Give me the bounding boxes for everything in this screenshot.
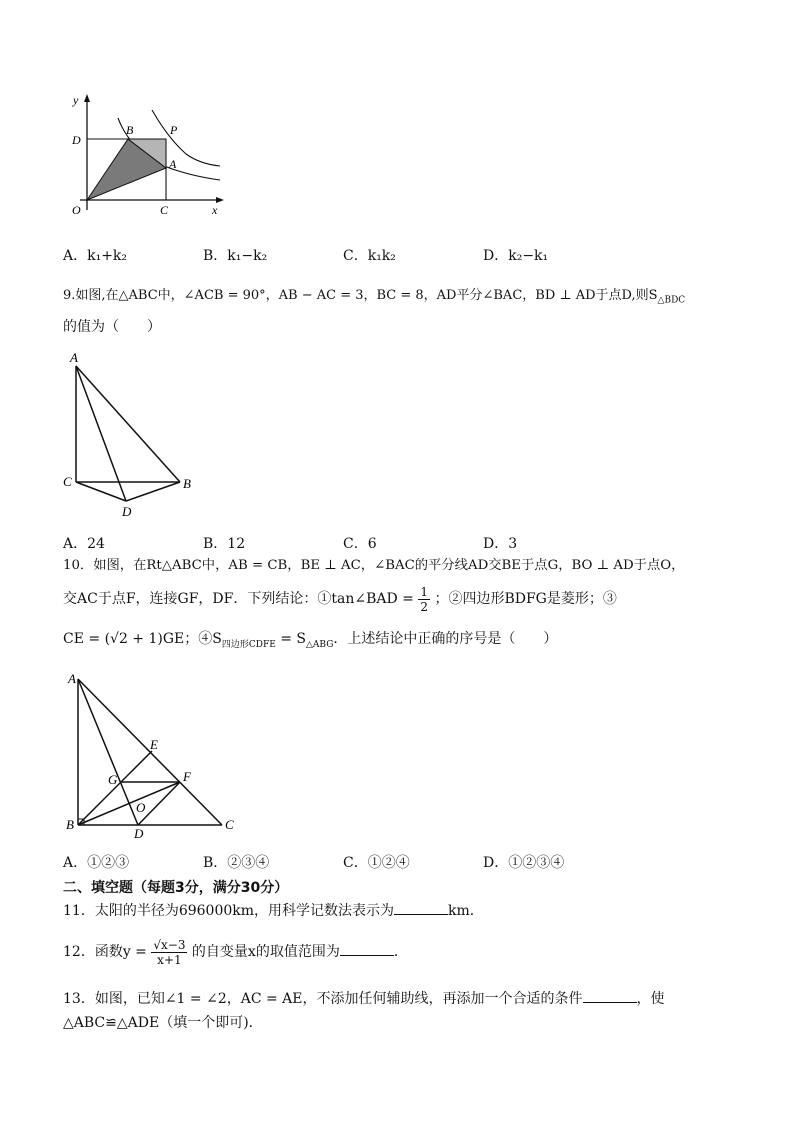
label-A: A: [70, 350, 78, 365]
label-E: E: [150, 737, 158, 752]
q9-option-d[interactable]: D．3: [483, 536, 518, 552]
q13-answer-blank[interactable]: [583, 990, 637, 1003]
label-D: D: [72, 133, 81, 147]
q12-answer-blank[interactable]: [340, 943, 394, 956]
label-y: y: [73, 93, 79, 107]
label-C: C: [160, 203, 169, 217]
label-O: O: [72, 203, 81, 217]
label-F: F: [183, 769, 191, 784]
q10-option-d[interactable]: D．①②③④: [483, 855, 565, 871]
label-B: B: [66, 817, 74, 832]
q10-option-c[interactable]: C．①②④: [343, 855, 410, 871]
q11-text: 11．太阳的半径为696000km，用科学记数法表示为: [63, 903, 395, 919]
q10-option-a[interactable]: A．①②③: [63, 855, 130, 871]
q10-line3-post: ．上述结论中正确的序号是（ ）: [333, 631, 558, 647]
q13-line1: [63, 990, 665, 1008]
label-B: B: [183, 476, 191, 491]
q12-numerator: √x−3: [153, 937, 186, 952]
segment-AD: [76, 366, 126, 501]
q9-option-c[interactable]: C．6: [343, 536, 377, 552]
figure-q8: [60, 90, 230, 220]
label-C: C: [63, 474, 72, 489]
q10-line2-post: ；②四边形BDFG是菱形；③: [434, 591, 617, 607]
q10-option-b[interactable]: B．②③④: [203, 855, 270, 871]
q10-frac-den: 2: [420, 599, 428, 614]
figure-q10: [60, 665, 250, 840]
q13-line2: △ABC≌△ADE（填一个即可)．: [63, 1015, 263, 1031]
label-P: P: [170, 123, 178, 137]
section-title-fill-in: 二、填空题（每题3分，满分30分）: [63, 880, 289, 896]
q12-text-post: 的自变量x的取值范围为: [191, 944, 340, 960]
q9-option-b[interactable]: B．12: [203, 536, 246, 552]
label-O: O: [136, 800, 146, 815]
label-A: A: [169, 157, 177, 171]
y-axis-arrow: [84, 94, 90, 102]
q10-line3-sub1: 四边形CDFE: [221, 639, 276, 650]
label-B: B: [126, 123, 134, 137]
q10-frac-num: 1: [420, 584, 428, 599]
q10-stem-line3: [63, 630, 557, 654]
q10-stem-line2: [63, 582, 617, 616]
q10-line3-sub2: △ABG: [306, 639, 334, 650]
q9-stem-line2: 的值为（ ）: [63, 319, 161, 335]
segment-CD: [76, 482, 126, 501]
q12-denominator: x+1: [157, 952, 182, 967]
q8-option-b[interactable]: B．k₁−k₂: [203, 248, 268, 264]
q12-text: 12．函数y =: [63, 944, 147, 960]
q12: [63, 932, 408, 972]
label-G: G: [108, 772, 118, 787]
label-A: A: [68, 671, 76, 686]
label-D: D: [134, 826, 144, 840]
q11-unit: km．: [448, 903, 484, 919]
figure-q9: [60, 348, 210, 523]
q10-line2-pre: 交AC于点F，连接GF，DF．下列结论：①tan∠BAD =: [63, 591, 414, 607]
q10-line3-pre: CE = (√2 + 1)GE；④S: [63, 631, 222, 647]
q9-stem-subscript: △BDC: [657, 295, 686, 306]
label-x: x: [212, 203, 218, 217]
q9-stem-text: 9.如图,在△ABC中，∠ACB = 90°，AB − AC = 3，BC = 8，AD平分∠BAC，BD ⊥ AD于点D,则S: [63, 288, 658, 303]
q8-option-a[interactable]: A．k₁+k₂: [63, 248, 128, 264]
q10-stem-line1: 10．如图，在Rt△ABC中，AB = CB，BE ⊥ AC，∠BAC的平分线AD交BE于点G，BO ⊥ AD于点O，: [63, 558, 685, 573]
q11: [63, 902, 484, 920]
segment-BD: [126, 482, 180, 501]
q10-fraction: [418, 585, 430, 614]
q9-stem-line1: [63, 287, 685, 310]
segment-BF: [78, 782, 180, 825]
q8-option-c[interactable]: C．k₁k₂: [343, 248, 396, 264]
q10-line3-mid: = S: [275, 631, 307, 647]
q8-option-d[interactable]: D．k₂−k₁: [483, 248, 549, 264]
q9-option-a[interactable]: A．24: [63, 536, 105, 552]
segment-AB: [76, 366, 180, 482]
q11-answer-blank[interactable]: [394, 902, 448, 915]
q12-fraction: [151, 938, 187, 967]
label-C: C: [225, 817, 234, 832]
q13-text: 13．如图，已知∠1 = ∠2，AC = AE，不添加任何辅助线，再添加一个合适的条件: [63, 991, 583, 1007]
label-D: D: [122, 504, 132, 519]
q13-text-post: ，使: [636, 991, 665, 1007]
q12-end: ．: [393, 944, 408, 960]
